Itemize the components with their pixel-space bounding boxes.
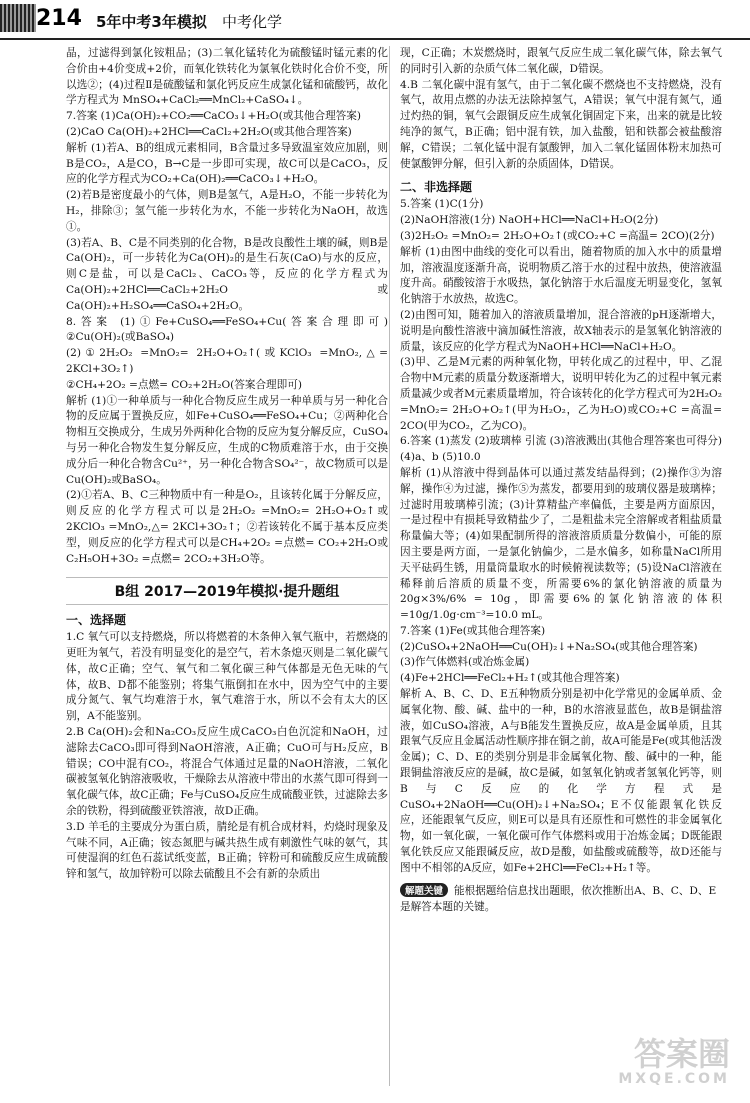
analysis-7-2: (2)若B是密度最小的气体，则B是氢气，A是H₂O，不能一步转化为H₂，排除③；氢气能一步转化为水，不能一步转化为NaOH，故选①。 — [66, 189, 388, 233]
paragraph: 晶，过滤得到氯化铵粗品；(3)二氧化锰转化为硫酸锰时锰元素的化合价由+4价变成+2价，而氧化铁转化为氯氧化铁时化合价不变，所以选②；(4)过程Ⅱ是硫酸锰和氯化钙反应生成氯化锰和硫酸钙，故化学方程式为 MnSO₄+CaCl₂══MnCl₂+CaSO₄↓。 — [66, 47, 388, 107]
paragraph: (2)①2H₂O₂ =MnO₂= 2H₂O+O₂↑(或KClO₃ =MnO₂,△= 2KCl+3O₂↑) — [66, 347, 388, 375]
analysis-6: 解析 (1)从溶液中得到晶体可以通过蒸发结晶得到；(2)操作③为溶解，操作④为过滤，操作⑤为蒸发，都要用到的玻璃仪器是玻璃棒；过滤时用玻璃棒引流；(3)计算精盐产率偏低，主要是两方面原因，一是过程中有损耗导致精盐少了，二是粗盐未完全溶解或者粗盐质量称量偏大等；(4)如果配制所得的溶液溶质质量分数偏小，可能的原因主要是两方面，一是氯化钠偏少，二是水偏多，如称量NaCl所用天平砝码生锈，用量筒量取水的时候俯视读数等；(5)设NaCl溶液在稀释前后溶质的质量不变，所需要6%的氯化钠溶液的质量为 20g×3%/6% = 10g，即需要6%的氯化钠溶液的体积=10g/1.0g·cm⁻³=10.0 mL。 — [400, 466, 722, 622]
book-series-title: 5年中考3年模拟 — [96, 13, 207, 31]
analysis-8-2: (2)①若A、B、C三种物质中有一种是O₂，且该转化属于分解反应，则反应的化学方程式可以是2H₂O₂ =MnO₂= 2H₂O+O₂↑或2KClO₃ =MnO₂,△= 2KCl+3O₂↑；②若该转化不属于基本反应类型，则反应的化学方程式可以是CH₄+2O₂ =点燃= CO₂+2H₂O或C₂H₅OH+3O₂ =点燃= 2CO₂+3H₂O等。 — [66, 489, 388, 565]
analysis-7-1: 解析 (1)若A、B的组成元素相同，B含量过多导致温室效应加剧，则B是CO₂，A是CO，B→C是一步即可实现，故C可以是CaCO₃，反应的化学方程式为CO₂+Ca(OH)₂══CaCO₃↓+H₂O。 — [66, 141, 388, 186]
watermark-text: 答案圈 — [633, 1035, 730, 1073]
paragraph: (2)CuSO₄+2NaOH══Cu(OH)₂↓+Na₂SO₄(或其他合理答案) — [400, 640, 698, 653]
paragraph: ②CH₄+2O₂ =点燃= CO₂+2H₂O(答案合理即可) — [66, 378, 302, 391]
watermark-logo — [580, 1035, 730, 1094]
answer-7b: 7.答案 (1)Fe(或其他合理答案) — [400, 624, 546, 637]
analysis-5-1: 解析 (1)由图中曲线的变化可以看出，随着物质的加入水中的质量增加，溶液温度逐渐升高，说明物质乙溶于水的过程中放热，使溶液温度升高。硝酸铵溶于水吸热，氯化钠溶于水后温度无明显变化，氢氧化钠溶于水放热，故选C。 — [400, 245, 722, 306]
watermark-url: MXQE.COM — [618, 1071, 730, 1087]
analysis-7-3: (3)若A、B、C是不同类别的化合物，B是改良酸性土壤的碱，则B是Ca(OH)₂，可一步转化为Ca(OH)₂的是生石灰(CaO)与水的反应，则C是盐，可以是CaCl₂、CaCO₃等，反应的化学方程式为Ca(OH)₂+2HCl══CaCl₂+2H₂O或Ca(OH)₂+H₂SO₄══CaSO₄+2H₂O。 — [66, 236, 388, 312]
section-title-nonchoice: 二、非选择题 — [400, 180, 473, 195]
analysis-8-1: 解析 (1)①一种单质与一种化合物反应生成另一种单质与另一种化合物的反应属于置换反应，如Fe+CuSO₄══FeSO₄+Cu；②两种化合物相互交换成分，生成另外两种化合物的反应为复分解反应，CuSO₄与另一种化合物发生复分解反应，生成的C物质难溶于水，由于交换成分后一种化合物含Cu²⁺，另一种化合物含SO₄²⁻，故C物质可以是Cu(OH)₂或BaSO₄。 — [66, 394, 388, 486]
analysis-5-2: (2)由图可知，随着加入的溶液质量增加，混合溶液的pH逐渐增大，说明是向酸性溶液中滴加碱性溶液，故X轴表示的是氢氧化钠溶液的质量，该反应的化学方程式为NaOH+HCl══NaCl+H₂O。 — [400, 308, 722, 353]
group-b-title: B组 2017—2019年模拟·提升题组 — [66, 577, 388, 605]
paragraph: (3)作气体燃料(或冶炼金属) — [400, 656, 530, 669]
answer-5: 5.答案 (1)C(1分) — [400, 198, 484, 211]
column-divider — [389, 46, 390, 1086]
key-tip — [400, 883, 722, 915]
paragraph: (2)NaOH溶液(1分) NaOH+HCl══NaCl+H₂O(2分) — [400, 214, 659, 227]
paragraph: (4)Fe+2HCl══FeCl₂+H₂↑(或其他合理答案) — [400, 672, 620, 685]
paragraph: (2)CaO Ca(OH)₂+2HCl══CaCl₂+2H₂O(或其他合理答案) — [66, 125, 352, 138]
question-3: 3.D 羊毛的主要成分为蛋白质，腈纶是有机合成材料，灼烧时现象及气味不同，A正确；铵态氮肥与碱共热生成有刺激性气味的氨气，其可使湿润的红色石蕊试纸变蓝，B正确；锌粉可和硫酸反应生成硫酸锌和氢气，故加锌粉可以除去硫酸且不会有新的杂质出 — [66, 820, 388, 881]
key-tip-badge: 解题关键 — [400, 883, 448, 897]
left-column — [66, 46, 388, 883]
paragraph: 现，C正确；木炭燃烧时，跟氧气反应生成二氧化碳气体，除去氧气的同时引入新的杂质气体二氧化碳，D错误。 — [400, 47, 722, 75]
header-stripe — [0, 4, 36, 32]
analysis-7b: 解析 A、B、C、D、E五种物质分别是初中化学常见的金属单质、金属氧化物、酸、碱、盐中的一种，B的水溶液显蓝色，故B是铜盐溶液，如CuSO₄溶液，A与B能发生置换反应，故A是金属单质，且其跟氧气反应且金属活动性顺序排在铜之前，故A可能是Fe(或其他活泼金属)；C、D、E的类别分别是非金属氧化物、酸、碱中的一种，能跟铜盐溶液反应的是碱，故C是碱，如氢氧化钠或者氢氧化钙等，则B与C反应的化学方程式是CuSO₄+2NaOH══Cu(OH)₂↓+Na₂SO₄；E不仅能跟氧化铁反应，还能跟氧气反应，则E可以是具有还原性和可燃性的非金属氧化物，如一氧化碳，一氧化碳可作气体燃料或用于冶炼金属；D既能跟氧化铁反应又能跟碱反应，故D是酸，如盐酸或硫酸等，故D还能与图中不相邻的A反应，如Fe+2HCl══FeCl₂+H₂↑等。 — [400, 688, 722, 874]
answer-8: 8.答案 (1)①Fe+CuSO₄══FeSO₄+Cu(答案合理即可) ②Cu(OH)₂(或BaSO₄) — [66, 315, 388, 344]
analysis-5-3: (3)甲、乙是M元素的两种氧化物，甲转化成乙的过程中，甲、乙混合物中M元素的质量分数逐渐增大，说明甲转化为乙的过程中氧元素质量减少或者M元素质量增加，符合该转化的化学方程式可为2H₂O₂ =MnO₂= 2H₂O+O₂↑(甲为H₂O₂，乙为H₂O)或CO₂+C =高温= 2CO(甲为CO₂，乙为CO)。 — [400, 356, 722, 432]
question-2: 2.B Ca(OH)₂会和Na₂CO₃反应生成CaCO₃白色沉淀和NaOH，过滤除去CaCO₃即可得到NaOH溶液，A正确；CuO可与H₂反应，B错误；CO中混有CO₂，将混合气体通过足量的NaOH溶液，二氧化碳被氢氧化钠溶液吸收，干燥除去从溶液中带出的水蒸气即可得到一氧化碳气体，故C正确；Fe与CuSO₄反应生成硫酸亚铁，过滤除去多余的铁粉，得到硫酸亚铁溶液，故D正确。 — [66, 726, 388, 818]
book-subject: 中考化学 — [222, 13, 283, 31]
right-column — [400, 46, 722, 915]
question-4: 4.B 二氧化碳中混有氢气，由于二氧化碳不燃烧也不支持燃烧，没有氧气，故用点燃的办法无法除掉氢气，A错误；氧气中混有氮气，通过灼热的铜，氧气会跟铜反应生成氧化铜固定下来，出来的就是比较纯净的氮气，B正确；铝中混有铁，加入盐酸，铝和铁都会被盐酸溶解，C错误；二氧化锰中混有氯酸钾，加入二氧化锰固体粉末加热可使氯酸钾分解，但引入新的杂质固体，D错误。 — [400, 78, 722, 170]
answer-7: 7.答案 (1)Ca(OH)₂+CO₂══CaCO₃↓+H₂O(或其他合理答案) — [66, 110, 361, 123]
page-number: 214 — [36, 6, 82, 31]
page-header — [0, 0, 750, 40]
paragraph: (3)2H₂O₂ =MnO₂= 2H₂O+O₂↑(或CO₂+C =高温= 2CO)(2分) — [400, 229, 715, 242]
section-title-choice: 一、选择题 — [66, 613, 127, 628]
question-1: 1.C 氧气可以支持燃烧，所以将燃着的木条伸入氧气瓶中，若燃烧的更旺为氧气，若没有明显变化的是空气，若木条熄灭则是二氧化碳气体，故C正确；空气、氧气和二氧化碳三种气体都是无色无味的气体，故B、D都不能鉴别；将集气瓶倒扣在水中，因为空气中的主要成分氮气、氧气均难溶于水，氧气难溶于水，所以不会有太大的区别，A不能鉴别。 — [66, 631, 388, 723]
answer-6: 6.答案 (1)蒸发 (2)玻璃棒 引流 (3)溶液溅出(其他合理答案也可得分) (4)a、b (5)10.0 — [400, 435, 722, 464]
key-tip-text: 能根据题给信息找出题眼，依次推断出A、B、C、D、E是解答本题的关键。 — [400, 884, 717, 913]
